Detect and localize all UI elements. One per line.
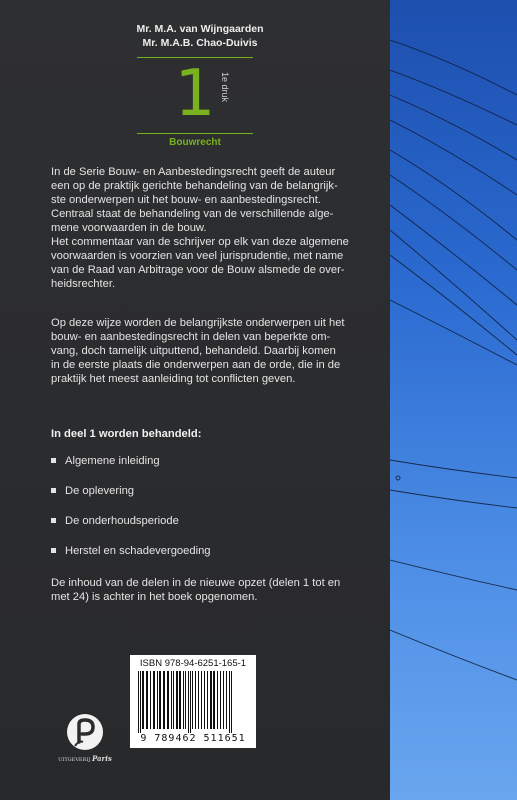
barcode-bar: [163, 671, 165, 729]
topics-list: [51, 452, 211, 572]
bullet-icon: [51, 548, 56, 553]
barcode-bar: [195, 671, 196, 729]
publisher-name-prefix: UITGEVERIJ: [58, 757, 91, 763]
barcode-bar: [204, 671, 205, 729]
list-item-label: De onderhoudsperiode: [65, 515, 179, 527]
barcode-bar: [179, 671, 181, 729]
barcode-bar: [223, 671, 224, 729]
barcode-bar: [150, 671, 151, 729]
barcode-bar: [217, 671, 218, 729]
barcode-bar: [207, 671, 208, 729]
bullet-icon: [51, 458, 56, 463]
authors: [120, 22, 280, 50]
barcode-bar: [138, 671, 139, 733]
barcode-bar: [231, 671, 232, 733]
barcode: [130, 655, 256, 748]
barcode-bar: [171, 671, 172, 729]
description-paragraph-3: De inhoud van de delen in de nieuwe opzet (delen 1 tot en met 24) is achter in het boek opgenomen.: [51, 577, 341, 603]
barcode-bar: [173, 671, 174, 729]
list-item-label: Herstel en schadevergoeding: [65, 545, 211, 557]
power-lines-graphic: [390, 0, 517, 800]
list-item: [51, 542, 211, 572]
list-item-label: De oplevering: [65, 485, 135, 497]
barcode-bar: [188, 671, 189, 733]
barcode-bar: [185, 671, 186, 729]
barcode-bar: [190, 671, 191, 733]
barcode-bars: [136, 671, 250, 733]
description-paragraph-2: Op deze wijze worden de belangrijkste onderwerpen uit het bouw- en aanbestedingsrecht in delen van beperkte om- vang, doch tamelijk uitputtend, behandeld. Daarbij komen in de eerste plaats die onderwerpen aan de orde, die in de praktijk het meest aanleiding tot conflicten geven.: [51, 317, 345, 385]
barcode-digits: 9 789462 511651: [140, 733, 246, 744]
barcode-bar: [192, 671, 193, 729]
publisher-logo-icon: [65, 712, 105, 752]
barcode-bar: [198, 671, 199, 729]
barcode-bar: [146, 671, 148, 729]
divider-bottom: [137, 133, 253, 134]
sky-photo: [390, 0, 517, 800]
list-item: [51, 512, 211, 542]
topics-heading: In deel 1 worden behandeld:: [51, 428, 202, 440]
author-name: Mr. M.A. van Wijngaarden: [136, 23, 264, 35]
barcode-bar: [220, 671, 221, 729]
barcode-bar: [229, 671, 230, 733]
bullet-icon: [51, 488, 56, 493]
series-label: Bouwrecht: [169, 137, 221, 148]
barcode-bar: [201, 671, 202, 729]
barcode-bar: [159, 671, 161, 729]
edition-label: 1e druk: [220, 72, 230, 103]
publisher-name: [55, 754, 115, 763]
barcode-bar: [153, 671, 155, 729]
barcode-bar: [142, 671, 144, 729]
list-item: [51, 452, 211, 482]
list-item-label: Algemene inleiding: [65, 455, 160, 467]
volume-number: 1: [174, 57, 216, 131]
barcode-bar: [210, 671, 212, 729]
barcode-bar: [157, 671, 158, 729]
barcode-bar: [213, 671, 215, 729]
publisher-name-main: Paris: [91, 754, 112, 763]
isbn-label: ISBN 978-94-6251-165-1: [139, 658, 247, 669]
barcode-bar: [167, 671, 169, 729]
publisher-logo: [55, 712, 115, 762]
author-name: Mr. M.A.B. Chao-Duivis: [142, 37, 258, 49]
list-item: [51, 482, 211, 512]
description-paragraph-1: In de Serie Bouw- en Aanbestedingsrecht geeft de auteur een op de praktijk gerichte behandeling van de belangrijk- ste onderwerpen uit het bouw- en aanbestedingsrecht. Centraal staat de behandeling van de verschillende alge- mene voorwaarden in de bouw. Het commentaar van de schrijver op elk van deze algemene voorwaarden is voorzien van veel jurisprudentie, met name van de Raad van Arbitrage voor de Bouw alsmede de over- heidsrechter.: [51, 166, 349, 290]
barcode-bar: [140, 671, 141, 733]
barcode-bar: [183, 671, 184, 729]
barcode-bar: [226, 671, 227, 729]
bullet-icon: [51, 518, 56, 523]
barcode-bar: [176, 671, 178, 729]
